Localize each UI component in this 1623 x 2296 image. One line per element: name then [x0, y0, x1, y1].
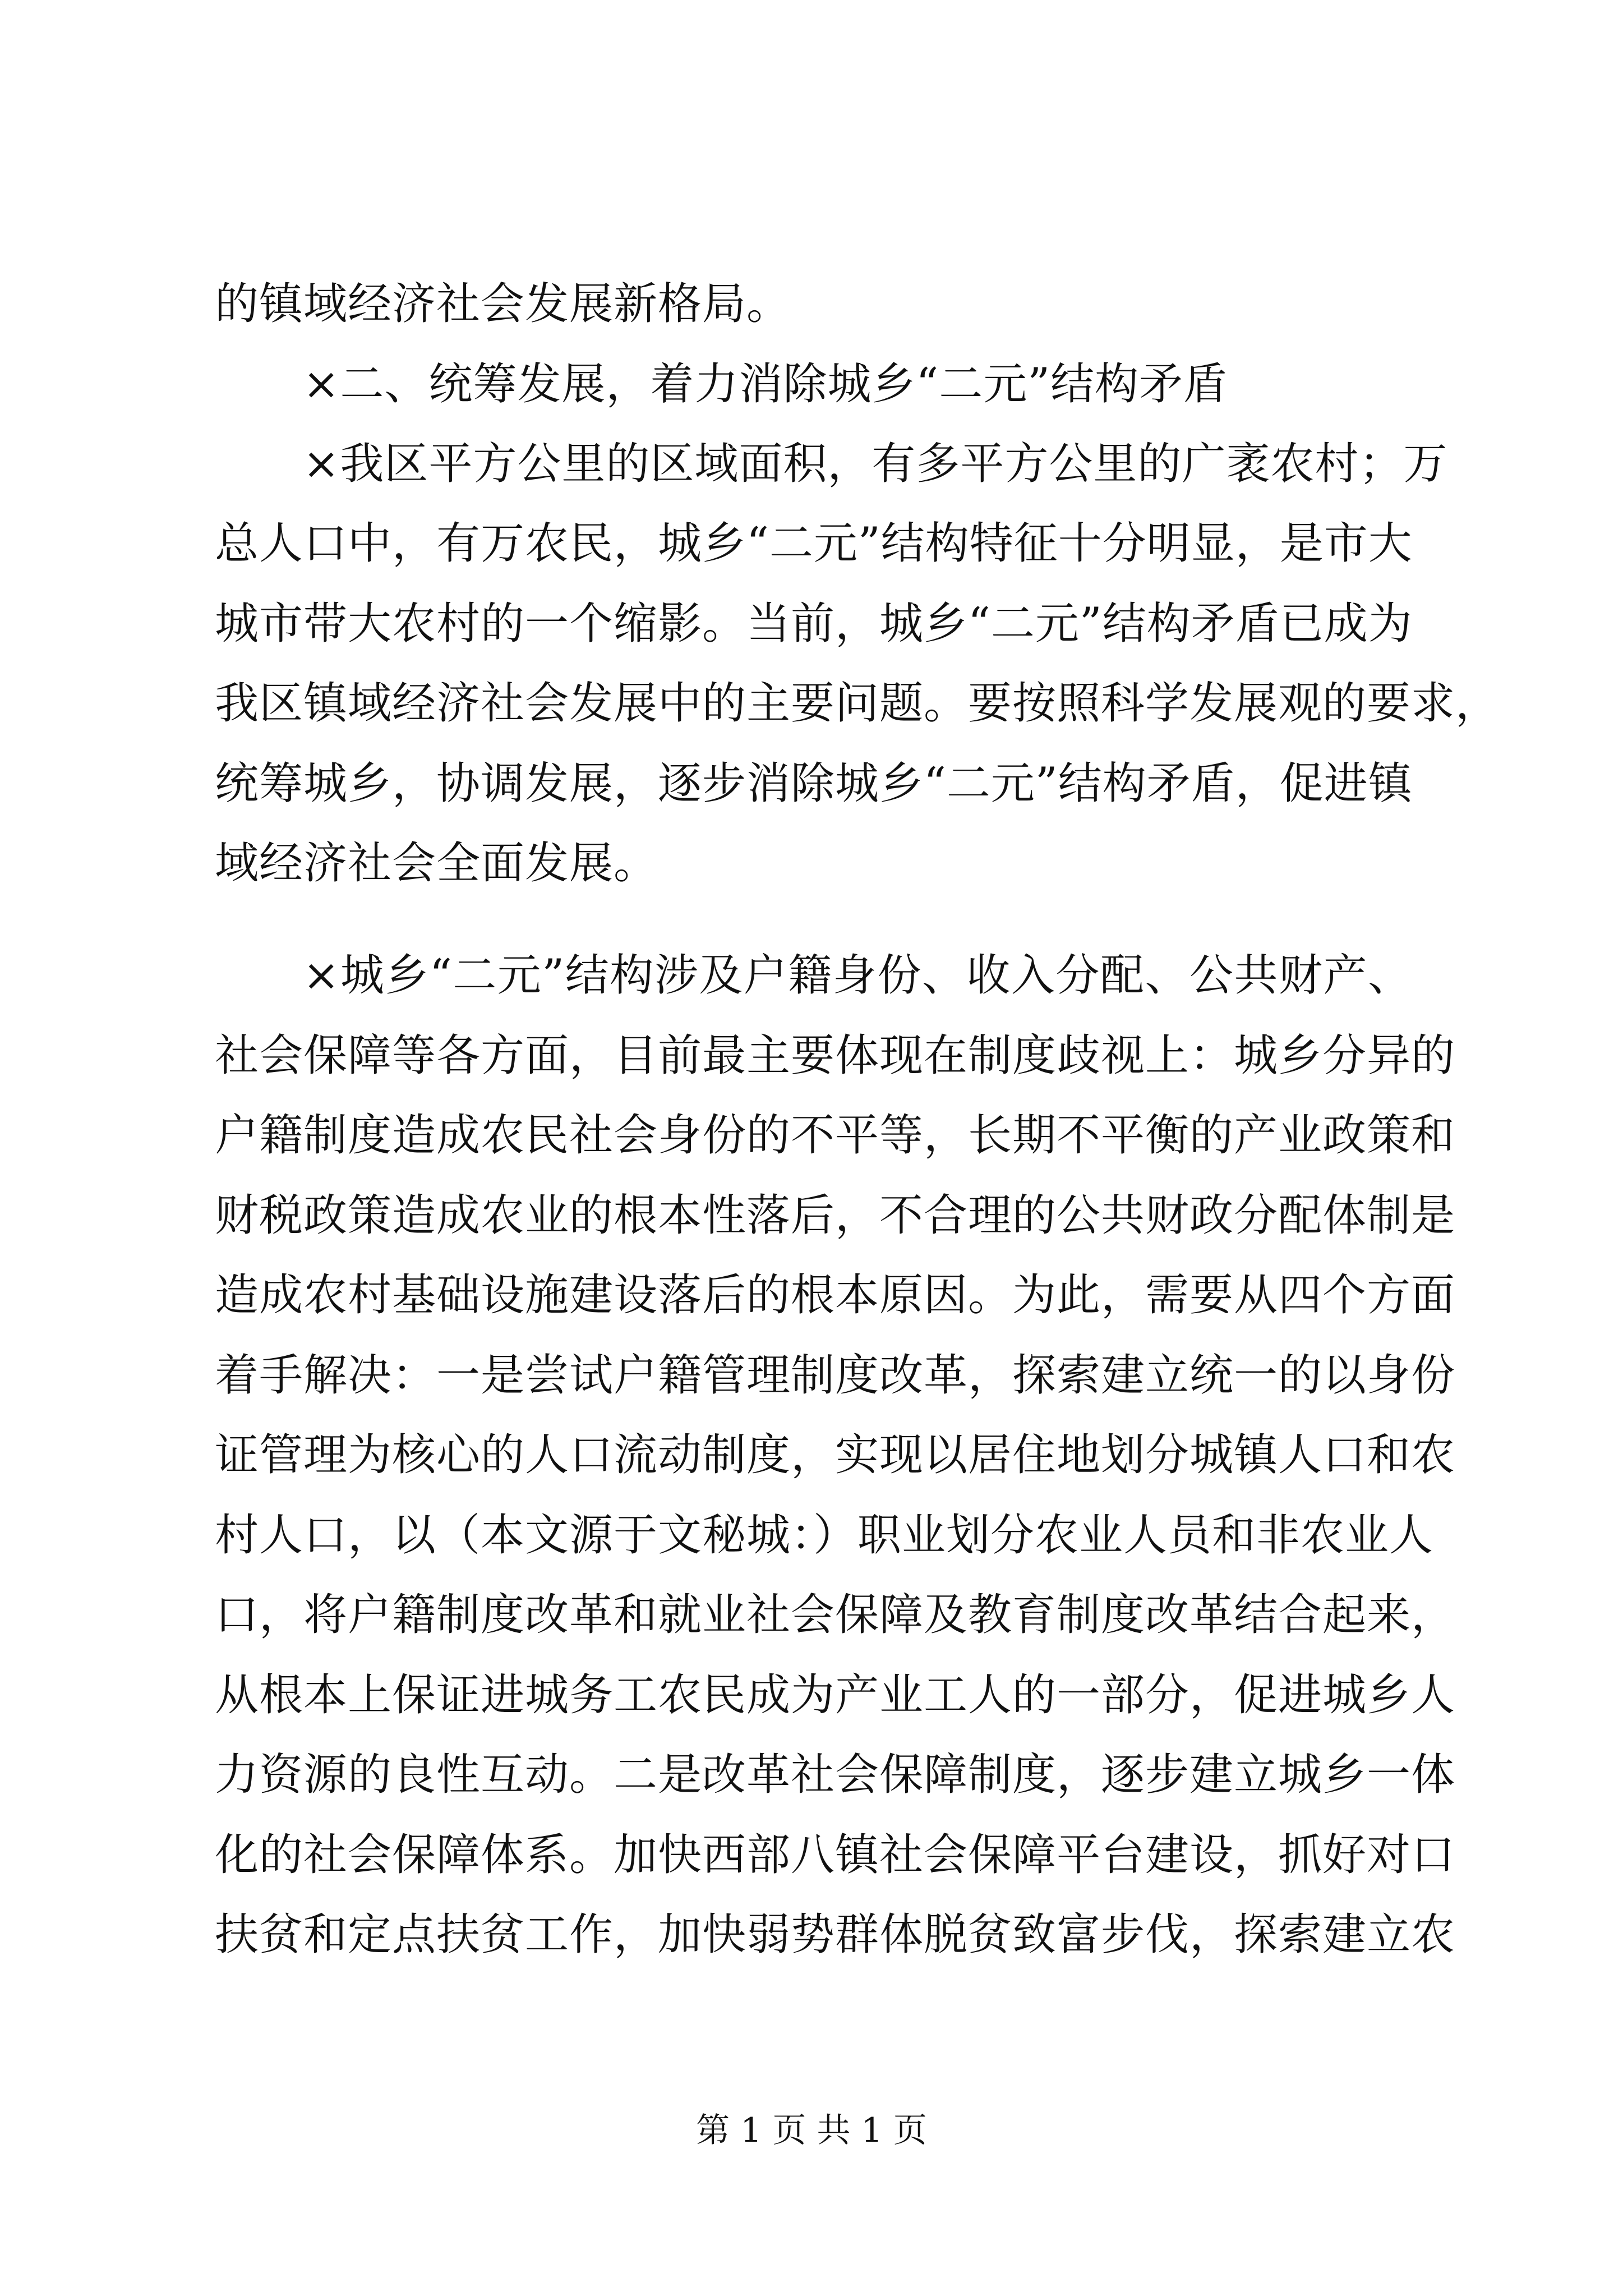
text-line-13: 造成农村基础设施建设落后的根本原因。为此，需要从四个方面 — [215, 1270, 1456, 1320]
text-line-5: 城市带大农村的一个缩影。当前，城乡“二元”结构矛盾已成为 — [215, 599, 1413, 649]
text-line-17: 口，将户籍制度改革和就业社会保障及教育制度改革结合起来， — [215, 1590, 1456, 1640]
text-line-14: 着手解决：一是尝试户籍管理制度改革，探索建立统一的以身份 — [215, 1350, 1456, 1401]
text-line-4: 总人口中，有万农民，城乡“二元”结构特征十分明显，是市大 — [215, 518, 1413, 569]
text-line-16: 村人口，以（本文源于文秘城：）职业划分农业人员和非农业人 — [215, 1510, 1434, 1561]
text-line-1: 的镇域经济社会发展新格局。 — [215, 279, 791, 329]
text-line-3: ×我区平方公里的区域面积，有多平方公里的广袤农村；万 — [303, 439, 1448, 489]
text-line-20: 化的社会保障体系。加快西部八镇社会保障平台建设，抓好对口 — [215, 1830, 1456, 1880]
page-footer: 第 1 页 共 1 页 — [696, 2111, 927, 2150]
text-line-15: 证管理为核心的人口流动制度，实现以居住地划分城镇人口和农 — [215, 1430, 1456, 1480]
text-line-21: 扶贫和定点扶贫工作，加快弱势群体脱贫致富步伐，探索建立农 — [215, 1910, 1456, 1960]
text-line-9: ×城乡“二元”结构涉及户籍身份、收入分配、公共财产、 — [303, 950, 1412, 1001]
text-line-7: 统筹城乡，协调发展，逐步消除城乡“二元”结构矛盾，促进镇 — [215, 758, 1413, 809]
text-line-10: 社会保障等各方面，目前最主要体现在制度歧视上：城乡分异的 — [215, 1030, 1456, 1081]
text-line-11: 户籍制度造成农民社会身份的不平等，长期不平衡的产业政策和 — [215, 1110, 1456, 1161]
text-line-6: 我区镇域经济社会发展中的主要问题。要按照科学发展观的要求， — [215, 678, 1500, 729]
text-line-18: 从根本上保证进城务工农民成为产业工人的一部分，促进城乡人 — [215, 1670, 1456, 1720]
text-line-12: 财税政策造成农业的根本性落后，不合理的公共财政分配体制是 — [215, 1190, 1456, 1241]
text-line-19: 力资源的良性互动。二是改革社会保障制度，逐步建立城乡一体 — [215, 1750, 1456, 1800]
text-line-8: 域经济社会全面发展。 — [215, 838, 658, 889]
section-heading: ×二、统筹发展，着力消除城乡“二元”结构矛盾 — [303, 359, 1228, 409]
